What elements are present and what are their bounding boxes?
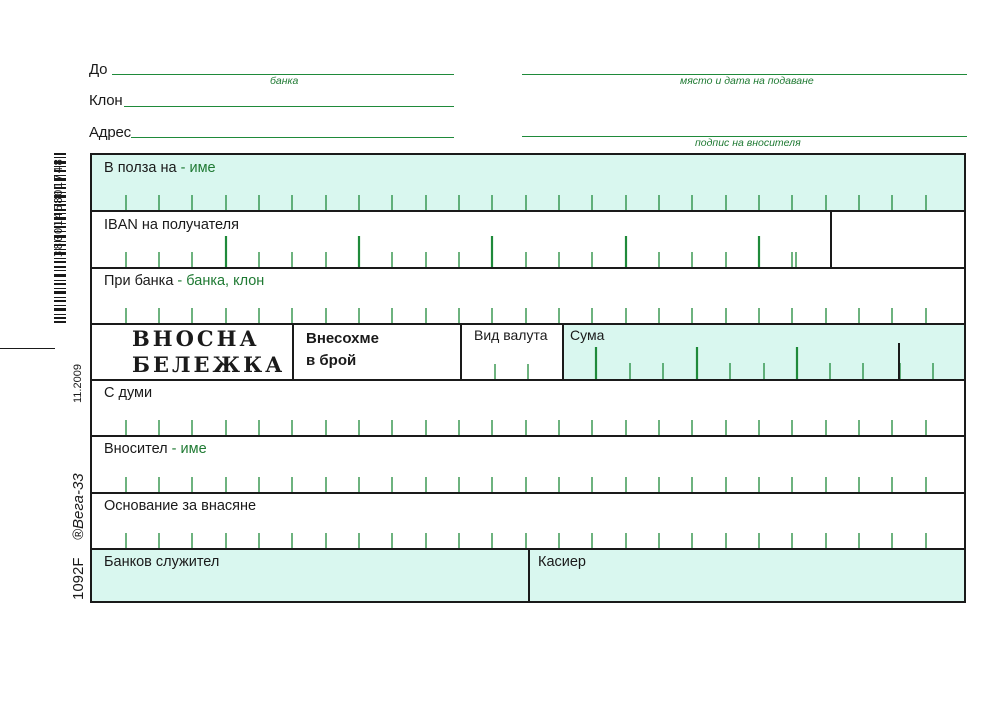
- divider: [292, 325, 294, 380]
- bank-row[interactable]: [92, 269, 964, 324]
- iban-char-ticks: [92, 236, 832, 268]
- currency-label: Вид валута: [474, 327, 548, 343]
- bank-officer-label: Банков служител: [104, 554, 220, 570]
- bank-label: При банка: [104, 273, 174, 289]
- side-date: 11.2009: [72, 364, 84, 403]
- branch-field-line[interactable]: [124, 106, 454, 107]
- beneficiary-row[interactable]: [92, 155, 964, 211]
- depositor-hint: - име: [171, 441, 207, 457]
- iban-row[interactable]: [92, 212, 964, 268]
- amount-label: Сума: [570, 327, 605, 343]
- deposit-slip-form: [90, 153, 966, 603]
- address-field-line[interactable]: [131, 137, 454, 138]
- iban-label: IBAN на получателя: [104, 217, 239, 233]
- side-code: 1092F: [70, 557, 87, 600]
- beneficiary-char-ticks: [92, 193, 964, 211]
- beneficiary-hint: - име: [180, 160, 216, 176]
- reason-label: Основание за внасяне: [104, 498, 257, 514]
- signature-caption: подпис на вносителя: [695, 137, 801, 149]
- place-date-caption: място и дата на подаване: [680, 75, 814, 87]
- reason-char-ticks: [92, 531, 964, 549]
- amount-char-ticks: [564, 347, 964, 379]
- cut-mark: [0, 348, 55, 349]
- in-words-row[interactable]: [92, 381, 964, 436]
- deposited-line2: в брой: [306, 352, 357, 369]
- depositor-label: Вносител: [104, 441, 168, 457]
- iban-end-divider: [830, 212, 832, 268]
- depositor-row[interactable]: [92, 437, 964, 493]
- amount-field[interactable]: [564, 325, 964, 379]
- signatures-row: [92, 550, 964, 601]
- in-words-char-ticks: [92, 418, 964, 436]
- in-words-label: С думи: [104, 385, 153, 401]
- barcode-digits: 3800146801748: [52, 158, 65, 258]
- bank-char-ticks: [92, 306, 964, 324]
- form-title-line1: ВНОСНА: [132, 326, 260, 351]
- deposited-line1: Внесохме: [306, 330, 379, 347]
- bank-caption: банка: [270, 75, 299, 87]
- beneficiary-label: В полза на: [104, 160, 177, 176]
- form-title-line2: БЕЛЕЖКА: [132, 352, 286, 377]
- reason-row[interactable]: [92, 494, 964, 549]
- bank-officer-field[interactable]: [92, 550, 528, 601]
- side-brand: ®Вега-33: [70, 473, 87, 540]
- to-label: До: [89, 61, 108, 78]
- currency-field[interactable]: [462, 325, 562, 380]
- amount-decimal-divider: [898, 343, 900, 379]
- cashier-field[interactable]: [530, 550, 964, 601]
- currency-char-ticks: [462, 363, 562, 380]
- branch-label: Клон: [89, 92, 123, 109]
- depositor-char-ticks: [92, 475, 964, 493]
- bank-hint: - банка, клон: [177, 273, 265, 289]
- cashier-label: Касиер: [538, 554, 586, 570]
- title-row: [92, 325, 964, 380]
- address-label: Адрес: [89, 124, 131, 141]
